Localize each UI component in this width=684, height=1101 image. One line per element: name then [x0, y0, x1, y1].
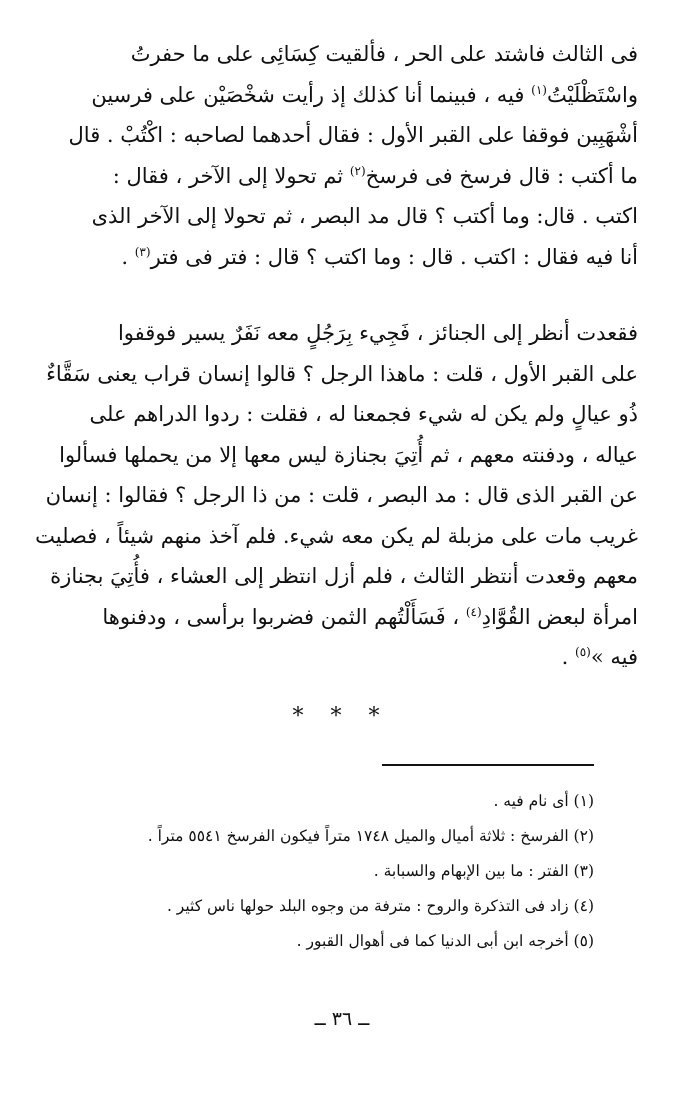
text-line: ما أكتب : قال فرسخ فى فرسخ$^{(٢)}$ ثم تحولا إلى الآخر ، فقال : — [112, 163, 638, 188]
paragraph-1 — [44, 34, 638, 277]
footnote-5: (٥) أخرجه ابن أبى الدنيا كما فى أهوال القبور . — [296, 932, 594, 950]
footnotes — [40, 784, 594, 959]
footnote-2: (٢) الفرسخ : ثلاثة أميال والميل ١٧٤٨ متراً فيكون الفرسخ ٥٥٤١ متراً . — [147, 827, 594, 845]
text-line: امرأة لبعض القُوَّادِ$^{(٤)}$ ، فَسَأَلْتُهم الثمن فضربوا برأسى ، ودفنوها — [102, 604, 638, 629]
text-line: غريب مات على مزبلة لم يكن معه شيء. فلم آخذ منهم شيئاً ، فصليت — [35, 523, 638, 548]
footnote-ref-4: (٤) — [465, 604, 482, 619]
text-line: ذُو عيالٍ ولم يكن له شيء فجمعنا له ، فقلت : ردوا الدراهم على — [89, 402, 638, 426]
footnote-4: (٤) زاد فى التذكرة والروح : مترفة من وجوه البلد حولها ناس كثير . — [166, 897, 594, 915]
text-line: معهم وقعدت أنتظر الثالث ، فلم أزل انتظر إلى العشاء ، فأُتِيَ بجنازة — [50, 564, 638, 588]
text-line: عن القبر الذى قال : مد البصر ، قلت : من ذا الرجل ؟ فقالوا : إنسان — [45, 483, 638, 507]
text-line: على القبر الأول ، قلت : ماهذا الرجل ؟ قالوا إنسان قراب يعنى سَقَّاءٌ — [46, 361, 638, 386]
text-line: أشْهَبِين فوقفا على القبر الأول : فقال أحدهما لصاحبه : اكْتُبْ . قال — [68, 123, 638, 147]
text-line: فقعدت أنظر إلى الجنائز ، فَجِيء بِرَجُلٍ معه نَفَرٌ يسير فوقفوا — [117, 321, 638, 345]
text-line: أنا فيه فقال : اكتب . قال : وما اكتب ؟ قال : فتر فى فتر$^{(٣)}$ . — [121, 244, 638, 269]
footnote-divider — [382, 764, 594, 766]
paragraph-2 — [35, 313, 638, 678]
footnote-1: (١) أى نام فيه . — [493, 792, 594, 810]
page-number: ــ ٣٦ ــ — [314, 1008, 370, 1030]
footnote-ref-2: (٢) — [349, 163, 366, 178]
text-line: فى الثالث فاشتد على الحر ، فألقيت كِسَائِى على ما حفرتُ — [130, 42, 638, 66]
text-line: واسْتَظْلَيْتُ$^{(١)}$ فيه ، فبينما أنا كذلك إذ رأيت شخْصَيْن على فرسين — [91, 82, 638, 107]
footnote-ref-5: (٥) — [575, 645, 591, 659]
section-separator: * * * — [292, 703, 390, 729]
footnote-ref-3: (٣) — [134, 244, 151, 259]
text-line: عياله ، ودفنته معهم ، ثم أُتِيَ بجنازة ليس معها إلا من يحملها فسألوا — [59, 442, 638, 467]
footnote-ref-1: (١) — [531, 82, 547, 97]
text-line: اكتب . قال: وما أكتب ؟ قال مد البصر ، ثم تحولا إلى الآخر الذى — [91, 204, 638, 228]
text-line: فيه »$^{(٥)}$ . — [561, 645, 638, 669]
footnote-3: (٣) الفتر : ما بين الإبهام والسبابة . — [373, 862, 594, 880]
